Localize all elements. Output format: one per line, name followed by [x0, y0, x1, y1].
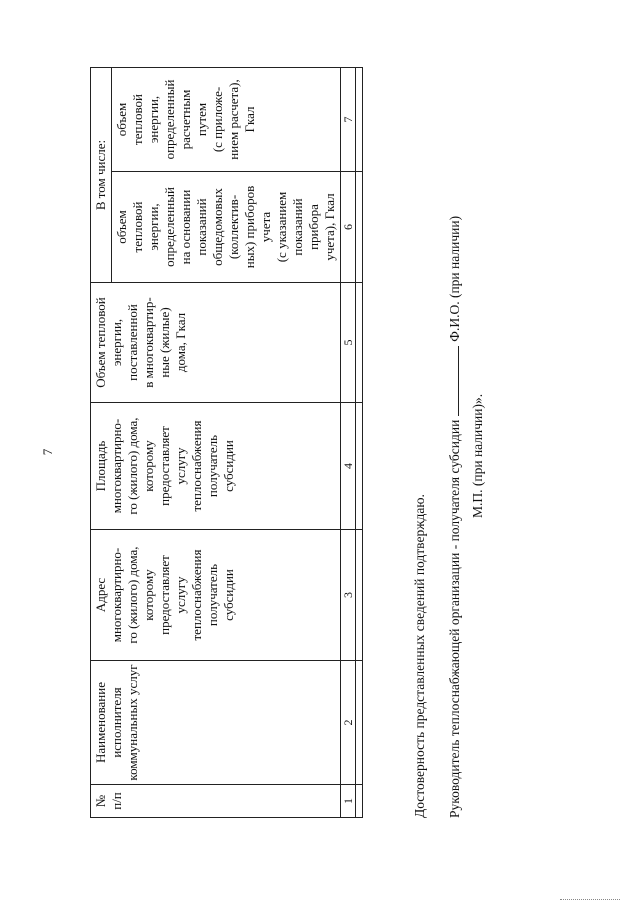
- col-number-header: № п/п: [91, 785, 341, 818]
- empty-cell: [356, 661, 363, 785]
- column-number-row: [341, 67, 356, 817]
- signature-blank: [446, 346, 459, 416]
- column-number-cell: 4: [341, 403, 356, 530]
- rotated-page-content: [90, 68, 485, 818]
- signature-prefix: Руководитель теплоснабжающей организации - получателя субсидии: [447, 419, 462, 818]
- empty-cell: [356, 785, 363, 818]
- footer-rule: [560, 899, 620, 900]
- col-volume-header: Объем тепловой энергии, поставленной в многоквартир- ные (жилые) дома, Гкал: [91, 283, 341, 403]
- column-number-cell: 6: [341, 172, 356, 283]
- empty-cell: [356, 172, 363, 283]
- signature-suffix: Ф.И.О. (при наличии): [447, 215, 462, 342]
- column-number-cell: 5: [341, 283, 356, 403]
- signature-line: [446, 216, 463, 818]
- heat-supply-table: [90, 67, 363, 818]
- confirmation-text: Достоверность представленных сведений подтверждаю.: [412, 494, 427, 818]
- empty-cell: [356, 67, 363, 171]
- page-number: 7: [40, 448, 55, 456]
- column-number-cell: 3: [341, 530, 356, 661]
- empty-cell: [356, 283, 363, 403]
- stamp-note: М.П. (при наличии)».: [470, 393, 485, 518]
- empty-cell: [356, 403, 363, 530]
- header-row-1: [91, 67, 112, 817]
- empty-cell: [356, 530, 363, 661]
- col-area-header: Площадь многоквартирно- го (жилого) дома, которому предоставляет услугу теплоснабжения получатель субсидии: [91, 403, 341, 530]
- empty-data-row: [356, 67, 363, 817]
- col-executor-header: Наименование исполнителя коммунальных услуг: [91, 661, 341, 785]
- column-number-cell: 7: [341, 67, 356, 171]
- col-calculated-volume-header: объем тепловой энергии, определенный расчетным путем (с приложе- нием расчета), Гкал: [112, 67, 341, 171]
- column-number-cell: 2: [341, 661, 356, 785]
- column-number-cell: 1: [341, 785, 356, 818]
- col-address-header: Адрес многоквартирно- го (жилого) дома, которому предоставляет услугу теплоснабжения получатель субсидии: [91, 530, 341, 661]
- group-header: В том числе:: [91, 67, 112, 282]
- col-meter-volume-header: объем тепловой энергии, определенный на основании показаний общедомовых (коллектив- ных) приборов учета (с указанием показаний прибора учета), Гкал: [112, 172, 341, 283]
